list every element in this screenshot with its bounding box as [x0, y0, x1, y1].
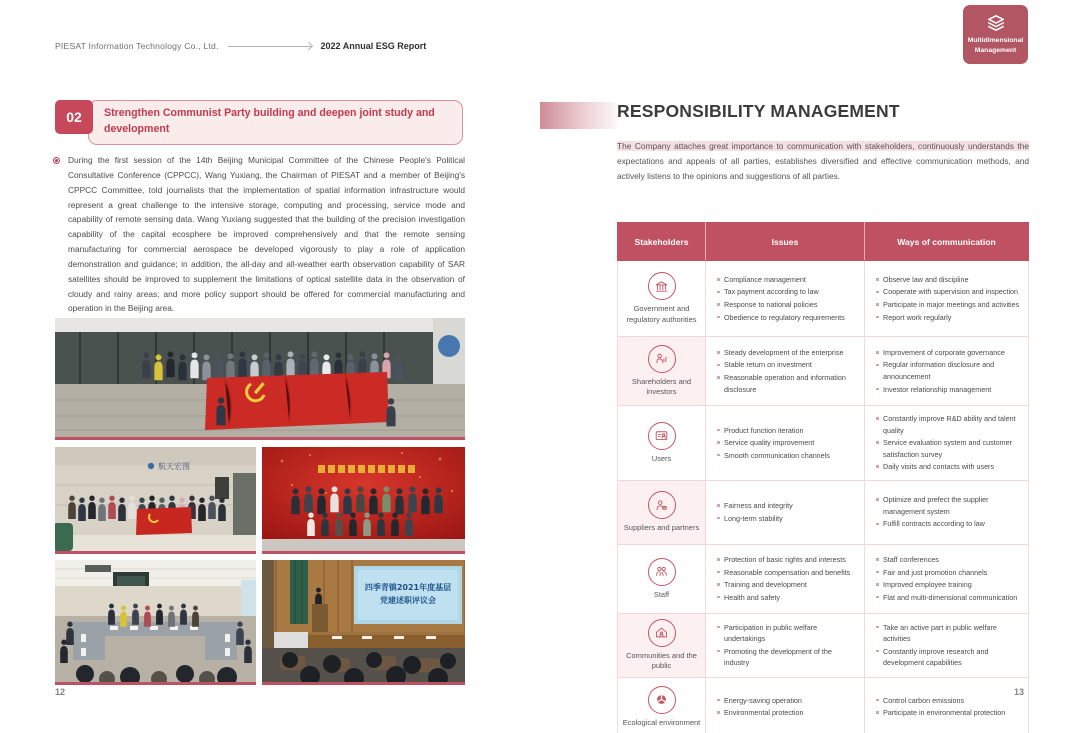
table-header-row: [618, 223, 1029, 261]
report-title: 2022 Annual ESG Report: [320, 41, 427, 51]
way-item: Service evaluation system and customer satisfaction survey: [876, 437, 1022, 460]
way-item: Regular information disclosure and announcement: [876, 359, 1022, 382]
eco-recycle-icon: [648, 686, 676, 714]
way-item: Staff conferences: [876, 554, 1022, 566]
issue-item: Obedience to regulatory requirements: [717, 312, 858, 324]
company-name: PIESAT Information Technology Co., Ltd.: [55, 41, 219, 51]
community-house-icon: [648, 619, 676, 647]
page-header: [55, 41, 426, 51]
way-item: Investor relationship management: [876, 384, 1022, 396]
issue-item: Product function iteration: [717, 425, 858, 437]
table-row-staff: [618, 544, 1029, 613]
photo-underline: [262, 551, 465, 554]
way-item: Report work regularly: [876, 312, 1022, 324]
photo-meeting-room: [55, 560, 256, 682]
page-title: RESPONSIBILITY MANAGEMENT: [617, 101, 900, 121]
screen-text-line2: 党建述职评议会: [380, 596, 436, 605]
way-item: Improved employee training: [876, 579, 1022, 591]
way-item: Constantly improve research and development capabilities: [876, 646, 1022, 669]
stakeholder-table: [617, 222, 1029, 733]
intro-highlighted-text: The Company attaches great importance to communication with stakeholders, continuously understands the: [617, 141, 1029, 151]
way-item: Optimize and prefect the supplier management system: [876, 494, 1022, 517]
issue-item: Compliance management: [717, 274, 858, 286]
issues-cell: [706, 677, 865, 733]
issue-item: Reasonable operation and information disclosure: [717, 372, 858, 395]
issue-item: Promoting the development of the industry: [717, 646, 858, 669]
ways-cell: [865, 544, 1029, 613]
issue-item: Reasonable compensation and benefits: [717, 567, 858, 579]
way-item: Observe law and discipline: [876, 274, 1022, 286]
col-header-ways: Ways of communication: [865, 223, 1029, 261]
col-header-issues: Issues: [706, 223, 865, 261]
way-item: Constantly improve R&D ability and talent quality: [876, 413, 1022, 436]
stakeholder-label: Communities and the public: [626, 650, 697, 671]
way-item: Flat and multi-dimensional communication: [876, 592, 1022, 604]
issue-item: Environmental protection: [717, 707, 858, 719]
issue-item: Long-term stability: [717, 513, 858, 525]
issues-cell: [706, 613, 865, 677]
issue-item: Training and development: [717, 579, 858, 591]
way-item: Participate in environmental protection: [876, 707, 1022, 719]
ways-cell: [865, 613, 1029, 677]
way-item: Improvement of corporate governance: [876, 347, 1022, 359]
stakeholder-label: Government and regulatory authorities: [626, 304, 697, 324]
table-row-environment: [618, 677, 1029, 733]
table-row-communities: [618, 613, 1029, 677]
staff-people-icon: [648, 558, 676, 586]
photo-underline: [55, 682, 256, 685]
stakeholder-label: Staff: [653, 589, 670, 599]
section-heading: [55, 100, 463, 145]
issue-item: Response to national policies: [717, 299, 858, 311]
issue-item: Steady development of the enterprise: [717, 347, 858, 359]
col-header-stakeholders: Stakeholders: [618, 223, 706, 261]
table-row-users: [618, 406, 1029, 481]
issues-cell: [706, 544, 865, 613]
issue-item: Participation in public welfare undertakings: [717, 622, 858, 645]
way-item: Control carbon emissions: [876, 695, 1022, 707]
page-number-right: 13: [1014, 687, 1025, 697]
stakeholder-label: Suppliers and partners: [623, 523, 700, 533]
way-item: Take an active part in public welfare activities: [876, 622, 1022, 645]
way-item: Fulfill contracts according to law: [876, 518, 1022, 530]
issue-item: Protection of basic rights and interests: [717, 554, 858, 566]
table-row-government: [618, 261, 1029, 337]
issue-item: Stable return on investment: [717, 359, 858, 371]
ways-cell: [865, 480, 1029, 544]
company-sign-text: 航天宏图: [158, 462, 190, 471]
party-flag-small: [136, 507, 192, 535]
way-item: Cooperate with supervision and inspection: [876, 286, 1022, 298]
issue-item: Health and safety: [717, 592, 858, 604]
photo-underline: [262, 682, 465, 685]
photo-indoor-group-company-sign: [55, 447, 256, 551]
stakeholder-cell: [618, 406, 706, 481]
body-paragraph: During the first session of the 14th Beijing Municipal Committee of the Chinese People's Political Consultative Conference (CPPCC), Wang Yuxiang, the Chairman of PIESAT and a member of Beijing's CPPCC Committee, told journalists that the implementation of spatial information infrastructure would represent a great challenge to the intensive storage, computing and processing, service mode and capability of remote sensing data. Wang Yuxiang suggested that the building of the precision investigation capability of the capital ecosphere be improved comprehensively and that the remote sensing manufacturing for commercial aerospace be developed vigorously to play a role of application demonstration and guidance; in addition, the all-day and all-weather earth observation capability of SAR satellites should be improved to supplement the limitations of optical satellite data in the observation of cloudy and rainy areas; and more policy support should be offered for commercial manufacturing and operation in the Beijing area.: [68, 155, 465, 314]
way-item: Participate in major meetings and activities: [876, 299, 1022, 311]
issues-cell: [706, 480, 865, 544]
intro-paragraph: [617, 139, 1029, 184]
photo-auditorium-presentation: [262, 560, 465, 682]
issues-cell: [706, 261, 865, 337]
table-row-suppliers: [618, 480, 1029, 544]
party-flag: [205, 372, 389, 430]
stakeholder-cell: [618, 261, 706, 337]
section-title: Strengthen Communist Party building and deepen joint study and development: [88, 100, 463, 145]
issue-item: Service quality improvement: [717, 437, 858, 449]
stakeholder-cell: [618, 480, 706, 544]
ways-cell: [865, 677, 1029, 733]
chapter-tab-label: Multidimensional Management: [967, 36, 1024, 54]
ways-cell: [865, 406, 1029, 481]
photo-underline: [55, 437, 465, 440]
issues-cell: [706, 337, 865, 406]
photo-outdoor-group-party-flag: [55, 318, 465, 437]
photo-red-led-screen-group: [262, 447, 465, 551]
issues-cell: [706, 406, 865, 481]
issue-item: Fairness and integrity: [717, 500, 858, 512]
way-item: Fair and just promotion channels: [876, 567, 1022, 579]
stakeholder-cell: [618, 337, 706, 406]
ways-cell: [865, 337, 1029, 406]
page-number-left: 12: [55, 687, 66, 697]
title-gradient-bar: [540, 102, 617, 129]
stakeholder-cell: [618, 613, 706, 677]
intro-rest-text: expectations and appeals of all parties, establishes diversified and effective communication methods, and actively listens to the opinions and suggestions of all parties.: [617, 155, 1029, 181]
table-row-shareholders: [618, 337, 1029, 406]
section-number: 02: [55, 100, 93, 134]
stakeholder-label: Shareholders and investors: [631, 376, 692, 396]
bank-icon: [648, 272, 676, 300]
shareholder-chart-icon: [648, 345, 676, 373]
screen-text-line1: 四季青镇2021年度基层: [364, 583, 452, 592]
issue-item: Smooth communication channels: [717, 450, 858, 462]
ways-cell: [865, 261, 1029, 337]
user-card-icon: [648, 422, 676, 450]
issue-item: Tax payment according to law: [717, 286, 858, 298]
layers-icon: [985, 14, 1007, 32]
way-item: Daily visits and contacts with users: [876, 461, 1022, 473]
photo-underline: [55, 551, 256, 554]
issue-item: Energy-saving operation: [717, 695, 858, 707]
stakeholder-cell: [618, 544, 706, 613]
stakeholder-cell: [618, 677, 706, 733]
arrow-divider: [228, 46, 312, 47]
supplier-parcel-icon: [648, 491, 676, 519]
stakeholder-label: Users: [651, 453, 672, 463]
chapter-tab-multidimensional-management: [963, 5, 1028, 64]
paragraph-bullet-icon: [53, 157, 60, 164]
stakeholder-label: Ecological environment: [622, 717, 701, 727]
